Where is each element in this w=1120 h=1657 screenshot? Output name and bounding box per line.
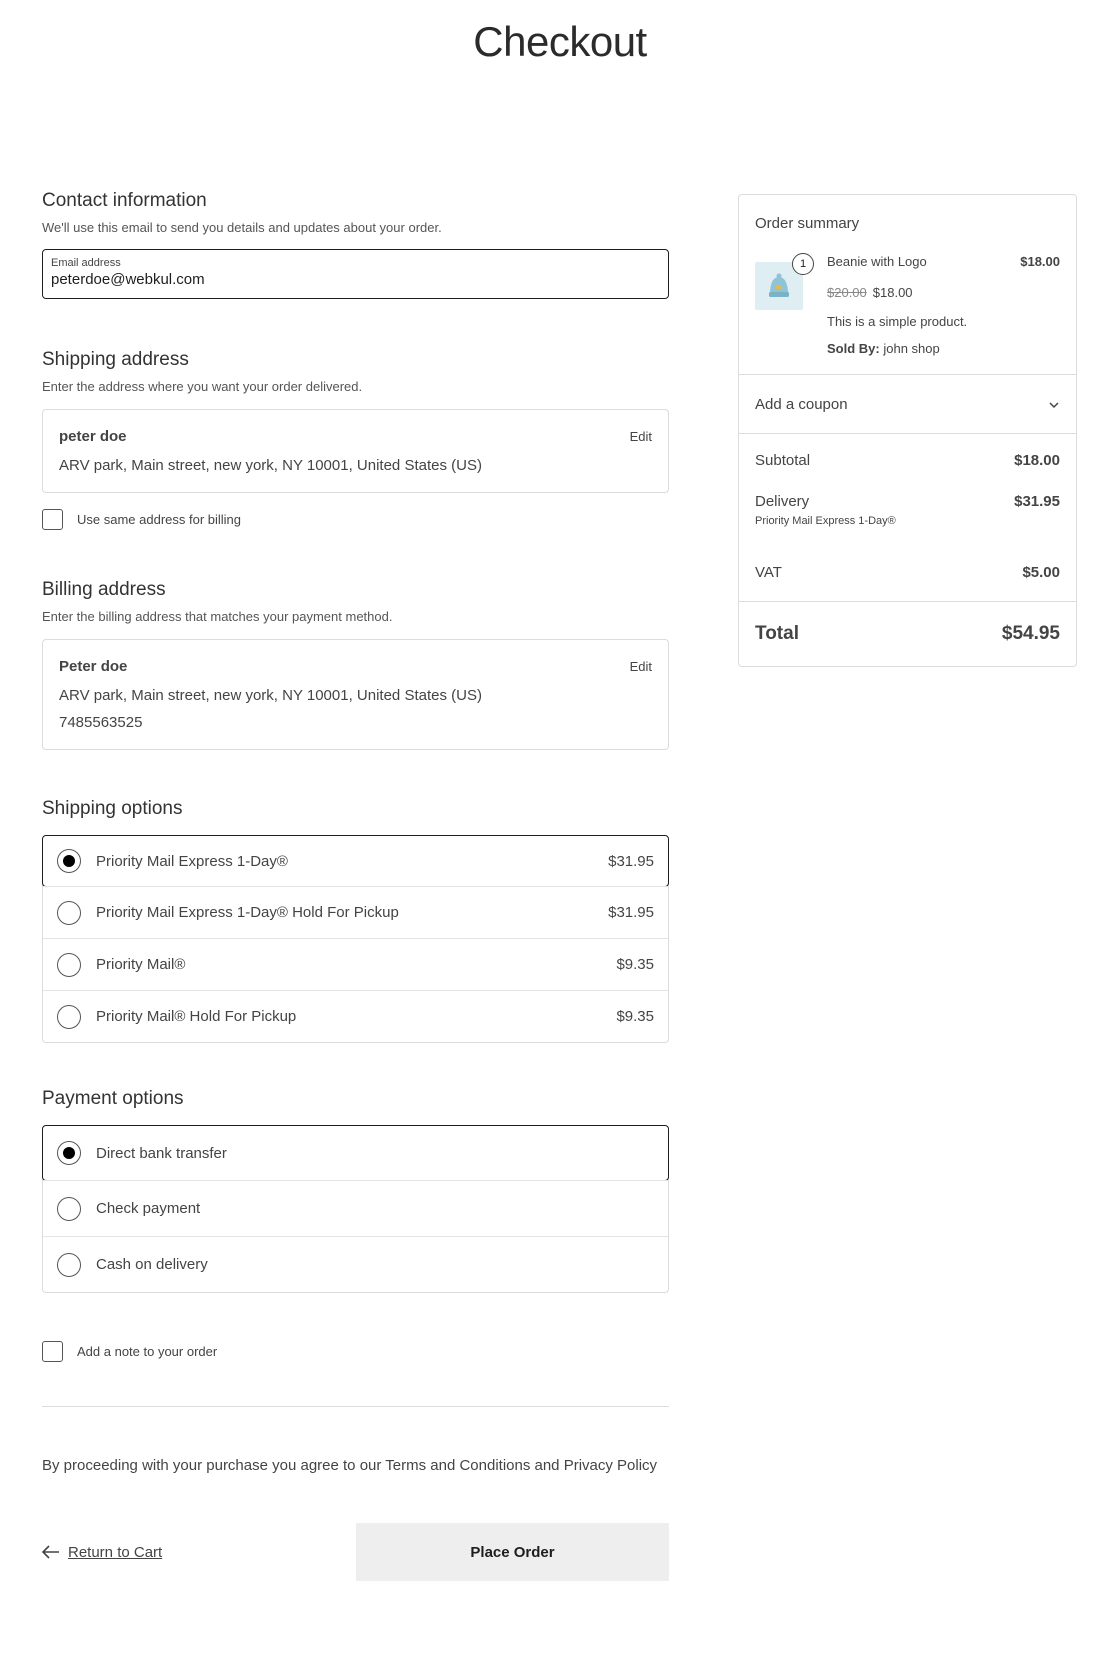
shipping-address-title: Shipping address <box>42 349 189 370</box>
email-label: Email address <box>51 257 121 269</box>
shipping-option-label: Priority Mail Express 1-Day® <box>96 852 288 870</box>
order-note-label[interactable]: Add a note to your order <box>77 1344 218 1359</box>
billing-address-title: Billing address <box>42 579 166 600</box>
shipping-address-description: Enter the address where you want your order delivered. <box>42 379 363 394</box>
shipping-option[interactable] <box>42 835 669 887</box>
arrow-left-icon <box>42 1545 60 1559</box>
contact-description: We'll use this email to send you details and updates about your order. <box>42 220 442 235</box>
total-row <box>739 601 1076 666</box>
add-coupon-label: Add a coupon <box>755 395 848 413</box>
shipping-address-section <box>42 349 669 530</box>
radio-selected-dot <box>63 855 75 867</box>
delivery-label: Delivery <box>755 493 810 510</box>
shipping-option-price: $9.35 <box>616 956 654 973</box>
chevron-down-icon <box>1048 396 1060 413</box>
item-description: This is a simple product. <box>827 314 968 329</box>
shipping-option[interactable] <box>43 990 668 1042</box>
shipping-edit-link[interactable]: Edit <box>629 429 652 444</box>
add-coupon-toggle[interactable] <box>739 374 1076 433</box>
same-billing-checkbox[interactable] <box>42 509 63 530</box>
radio-selected-dot <box>63 1147 75 1159</box>
payment-option-label: Direct bank transfer <box>96 1144 227 1162</box>
checkout-form <box>42 190 669 1581</box>
quantity-badge: 1 <box>792 253 814 275</box>
delivery-method: Priority Mail Express 1-Day® <box>755 515 896 527</box>
shipping-address-card <box>42 409 669 493</box>
item-line-total: $18.00 <box>1020 254 1060 269</box>
shipping-option[interactable] <box>43 886 668 938</box>
same-billing-label[interactable]: Use same address for billing <box>77 512 242 527</box>
shipping-address-line: ARV park, Main street, new york, NY 10001, United States (US) <box>59 457 482 474</box>
payment-options-title: Payment options <box>42 1088 184 1109</box>
shipping-option-label: Priority Mail® Hold For Pickup <box>96 1008 297 1025</box>
sold-by-value: john shop <box>883 341 940 356</box>
shipping-options-list <box>42 835 669 1043</box>
item-name: Beanie with Logo <box>827 254 927 269</box>
summary-item <box>739 232 1076 374</box>
shipping-option-label: Priority Mail® <box>96 956 186 973</box>
shipping-radio[interactable] <box>57 901 81 925</box>
shipping-option-price: $31.95 <box>608 904 654 921</box>
payment-option[interactable] <box>43 1236 668 1292</box>
form-divider <box>42 1406 669 1407</box>
sold-by-label: Sold By: <box>827 341 880 356</box>
order-summary-title: Order summary <box>755 215 860 232</box>
contact-section <box>42 190 669 299</box>
total-label: Total <box>755 623 799 644</box>
payment-options-section <box>42 1088 669 1293</box>
place-order-button[interactable]: Place Order <box>356 1523 669 1581</box>
payment-option-label: Check payment <box>96 1200 201 1217</box>
product-thumbnail <box>755 258 807 310</box>
vat-row <box>755 564 1060 581</box>
shipping-radio[interactable] <box>57 953 81 977</box>
shipping-option-price: $9.35 <box>616 1008 654 1025</box>
order-note-row <box>42 1341 669 1362</box>
shipping-radio[interactable] <box>57 1005 81 1029</box>
subtotal-value: $18.00 <box>1014 452 1060 469</box>
shipping-option-price: $31.95 <box>608 852 654 870</box>
regular-price: $20.00 <box>827 285 867 300</box>
payment-option-label: Cash on delivery <box>96 1256 208 1273</box>
payment-options-list <box>42 1125 669 1293</box>
order-summary <box>738 194 1077 667</box>
payment-radio[interactable] <box>57 1253 81 1277</box>
delivery-row <box>755 493 1060 510</box>
billing-name: Peter doe <box>59 658 128 675</box>
shipping-options-title: Shipping options <box>42 798 183 819</box>
email-input[interactable] <box>51 271 660 288</box>
vat-value: $5.00 <box>1022 564 1060 581</box>
payment-option[interactable] <box>43 1180 668 1236</box>
payment-radio[interactable] <box>57 1141 81 1165</box>
totals <box>739 433 1076 601</box>
page-title: Checkout <box>473 18 647 65</box>
terms-text: By proceeding with your purchase you agree to our Terms and Conditions and Privacy Policy <box>42 1457 658 1474</box>
order-note-checkbox[interactable] <box>42 1341 63 1362</box>
item-info <box>827 254 1060 356</box>
delivery-value: $31.95 <box>1014 493 1060 510</box>
payment-option[interactable] <box>42 1125 669 1181</box>
sold-by <box>827 341 1060 356</box>
contact-title: Contact information <box>42 190 207 211</box>
billing-address-card <box>42 639 669 750</box>
billing-address-description: Enter the billing address that matches your payment method. <box>42 609 393 624</box>
email-field[interactable] <box>42 249 669 299</box>
payment-radio[interactable] <box>57 1197 81 1221</box>
subtotal-row <box>755 452 1060 469</box>
billing-address-section <box>42 579 669 750</box>
billing-phone: 7485563525 <box>59 714 143 731</box>
sale-price: $18.00 <box>872 285 913 300</box>
shipping-option[interactable] <box>43 938 668 990</box>
shipping-name: peter doe <box>59 428 127 445</box>
beanie-icon <box>766 272 792 300</box>
billing-address-line: ARV park, Main street, new york, NY 10001, United States (US) <box>59 687 482 704</box>
checkout-actions <box>42 1523 669 1581</box>
shipping-radio[interactable] <box>57 849 81 873</box>
same-billing-row <box>42 509 669 530</box>
shipping-options-section <box>42 798 669 1043</box>
return-to-cart-link[interactable] <box>42 1544 162 1561</box>
subtotal-label: Subtotal <box>755 452 811 469</box>
billing-edit-link[interactable]: Edit <box>629 659 652 674</box>
vat-label: VAT <box>755 564 782 581</box>
total-value: $54.95 <box>1001 623 1060 644</box>
shipping-option-label: Priority Mail Express 1-Day® Hold For Pickup <box>96 904 399 921</box>
return-to-cart-label: Return to Cart <box>68 1543 163 1561</box>
item-prices <box>827 285 1060 300</box>
